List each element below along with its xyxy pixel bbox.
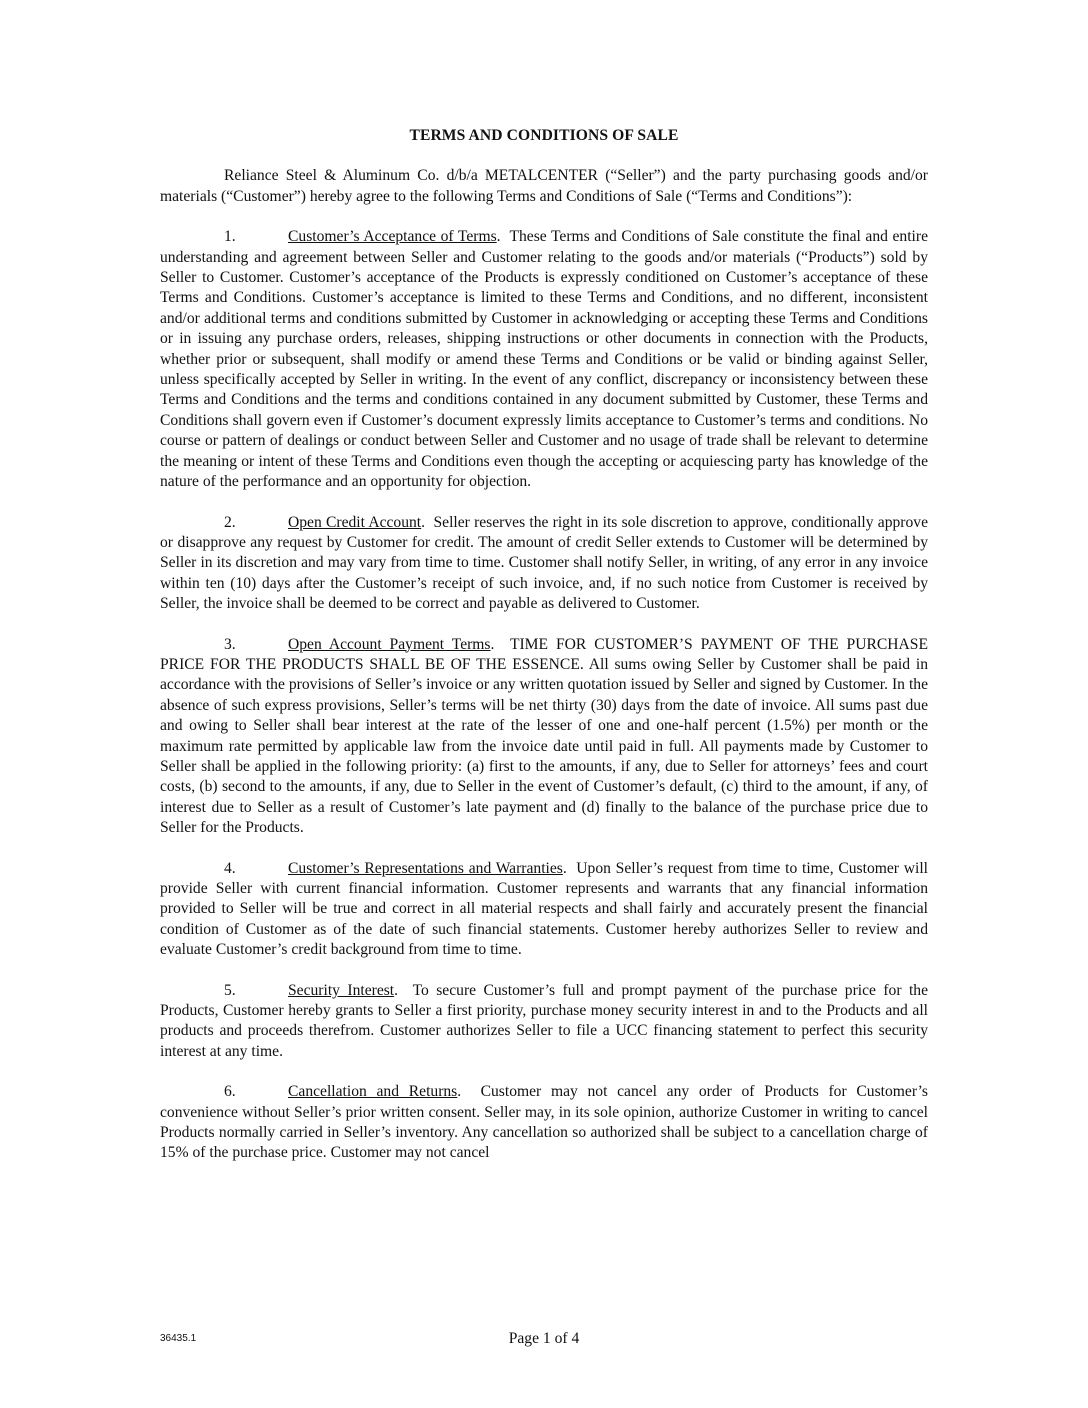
section-number: 3. [224,635,236,653]
document-page [160,126,928,1184]
section-3: 3. Open Account Payment Terms. TIME FOR CUSTOMER’S PAYMENT OF THE PURCHASE PRICE FOR THE PRODUCTS SHALL BE OF THE ESSENCE. All sums owing Seller by Customer shall be paid in accordance with the provisions of Seller’s invoice or any written quotation issued by Seller and signed by Customer. In the absence of such express provisions, Seller’s terms will be net thirty (30) days from the date of invoice. All sums past due and owing to Seller shall bear interest at the rate of the lesser of one and one-half percent (1.5%) per month or the maximum rate permitted by applicable law from the invoice date until paid in full. All payments made by Customer to Seller shall be applied in the following priority: (a) first to the amounts, if any, due to Seller for attorneys’ fees and court costs, (b) second to the amounts, if any, due to Seller in the event of Customer’s default, (c) third to the amount, if any, of interest due to Seller as a result of Customer’s late payment and (d) finally to the balance of the purchase price due to Seller for the Products. [160,635,928,837]
section-1: 1. Customer’s Acceptance of Terms. These Terms and Conditions of Sale constitute the final and entire understanding and agreement between Seller and Customer relating to the goods and/or materials (“Products”) sold by Seller to Customer. Customer’s acceptance of the Products is expressly conditioned on Customer’s acceptance of these Terms and Conditions. Customer’s acceptance is limited to these Terms and Conditions, and no different, inconsistent and/or additional terms and conditions submitted by Customer in acknowledging or accepting these Terms and Conditions or in issuing any purchase orders, releases, shipping instructions or other documents in connection with the Products, whether prior or subsequent, shall modify or amend these Terms and Conditions or be valid or binding against Seller, unless specifically accepted by Seller in writing. In the event of any conflict, discrepancy or inconsistency between these Terms and Conditions and the terms and conditions contained in any document submitted by Customer, these Terms and Conditions shall govern even if Customer’s document expressly limits acceptance to Customer’s terms and conditions. No course or pattern of dealings or conduct between Seller and Customer and no usage of trade shall be relevant to determine the meaning or intent of these Terms and Conditions even though the accepting or acquiescing party has knowledge of the nature of the performance and an opportunity for objection. [160,228,929,491]
section-body: TIME FOR CUSTOMER’S PAYMENT OF THE PURCHASE PRICE FOR THE PRODUCTS SHALL BE OF THE ESSENCE. All sums owing Seller by Customer shall be paid in accordance with the provisions of Seller’s invoice or any written quotation issued by Seller and signed by Customer. In the absence of such express provisions, Seller’s terms will be net thirty (30) days from the date of invoice. All sums past due and owing to Seller shall bear interest at the rate of the lesser of one and one-half percent (1.5%) per month or the maximum rate permitted by applicable law from the invoice date until paid in full. All payments made by Customer to Seller shall be applied in the following priority: (a) first to the amounts, if any, due to Seller for attorneys’ fees and court costs, (b) second to the amounts, if any, due to Seller in the event of Customer’s default, (c) third to the amount, if any, of interest due to Seller as a result of Customer’s late payment and (d) finally to the balance of the purchase price due to Seller for the Products. [160,635,928,837]
section-5: 5. Security Interest. To secure Customer’s full and prompt payment of the purchase price for the Products, Customer hereby grants to Seller a first priority, purchase money security interest in and to the Products and all products and proceeds therefrom. Customer authorizes Seller to file a UCC financing statement to perfect this security interest at any time. [160,981,928,1060]
section-body: Customer may not cancel any order of Products for Customer’s convenience without Seller’s prior written consent. Seller may, in its sole opinion, authorize Customer in writing to cancel Products normally carried in Seller’s inventory. Any cancellation so authorized shall be subject to a cancellation charge of 15% of the purchase price. Customer may not cancel [160,1083,928,1162]
section-heading: Customer’s Acceptance of Terms [288,228,497,246]
section-number: 1. [224,228,236,246]
section-heading: Cancellation and Returns [288,1083,458,1101]
section-body: To secure Customer’s full and prompt payment of the purchase price for the Products, Customer hereby grants to Seller a first priority, purchase money security interest in and to the Products and all products and proceeds therefrom. Customer authorizes Seller to file a UCC financing statement to perfect this security interest at any time. [160,981,928,1060]
section-heading: Security Interest [288,981,395,999]
intro-paragraph: Reliance Steel & Aluminum Co. d/b/a METALCENTER (“Seller”) and the party purchasing goods and/or materials (“Customer”) hereby agree to the following Terms and Conditions of Sale (“Terms and Conditions”): [160,167,928,205]
section-6: 6. Cancellation and Returns. Customer may not cancel any order of Products for Customer’s convenience without Seller’s prior written consent. Seller may, in its sole opinion, authorize Customer in writing to cancel Products normally carried in Seller’s inventory. Any cancellation so authorized shall be subject to a cancellation charge of 15% of the purchase price. Customer may not cancel [160,1083,928,1162]
section-heading: Open Account Payment Terms [288,635,491,653]
section-number: 4. [224,859,236,877]
section-number: 2. [224,513,236,531]
page-number: Page 1 of 4 [508,1330,580,1347]
section-heading: Open Credit Account [288,513,422,531]
section-heading: Customer’s Representations and Warranties [288,859,563,877]
section-number: 5. [224,981,236,999]
section-2: 2. Open Credit Account. Seller reserves the right in its sole discretion to approve, conditionally approve or disapprove any request by Customer for credit. The amount of credit Seller extends to Customer will be determined by Seller in its discretion and may vary from time to time. Customer shall notify Seller, in writing, of any error in any invoice within ten (10) days after the Customer’s receipt of such invoice, and, if no such notice from Customer is received by Seller, the invoice shall be deemed to be correct and payable as delivered to Customer. [160,513,928,613]
section-number: 6. [224,1083,236,1101]
document-id: 36435.1 [160,1333,197,1344]
section-body: These Terms and Conditions of Sale constitute the final and entire understanding and agreement between Seller and Customer relating to the goods and/or materials (“Products”) sold by Seller to Customer. Customer’s acceptance of the Products is expressly conditioned on Customer’s acceptance of these Terms and Conditions. Customer’s acceptance is limited to these Terms and Conditions, and no different, inconsistent and/or additional terms and conditions submitted by Customer in acknowledging or accepting these Terms and Conditions or in issuing any purchase orders, releases, shipping instructions or other documents in connection with the Products, whether prior or subsequent, shall modify or amend these Terms and Conditions or be valid or binding against Seller, unless specifically accepted by Seller in writing. In the event of any conflict, discrepancy or inconsistency between these Terms and Conditions and the terms and conditions contained in any document submitted by Customer, these Terms and Conditions shall govern even if Customer’s document expressly limits acceptance to Customer’s terms and conditions. No course or pattern of dealings or conduct between Seller and Customer and no usage of trade shall be relevant to determine the meaning or intent of these Terms and Conditions even though the accepting or acquiescing party has knowledge of the nature of the performance and an opportunity for objection. [160,228,929,491]
section-body: Seller reserves the right in its sole discretion to approve, conditionally approve or disapprove any request by Customer for credit. The amount of credit Seller extends to Customer will be determined by Seller in its discretion and may vary from time to time. Customer shall notify Seller, in writing, of any error in any invoice within ten (10) days after the Customer’s receipt of such invoice, and, if no such notice from Customer is received by Seller, the invoice shall be deemed to be correct and payable as delivered to Customer. [160,513,928,613]
section-body: Upon Seller’s request from time to time, Customer will provide Seller with current financial information. Customer represents and warrants that any financial information provided to Seller will be true and correct in all material respects and shall fairly and accurately present the financial condition of Customer as of the date of such financial statements. Customer hereby authorizes Seller to review and evaluate Customer’s credit background from time to time. [160,859,929,959]
document-title: TERMS AND CONDITIONS OF SALE [409,127,679,144]
section-4: 4. Customer’s Representations and Warranties. Upon Seller’s request from time to time, Customer will provide Seller with current financial information. Customer represents and warrants that any financial information provided to Seller will be true and correct in all material respects and shall fairly and accurately present the financial condition of Customer as of the date of such financial statements. Customer hereby authorizes Seller to review and evaluate Customer’s credit background from time to time. [160,859,929,959]
